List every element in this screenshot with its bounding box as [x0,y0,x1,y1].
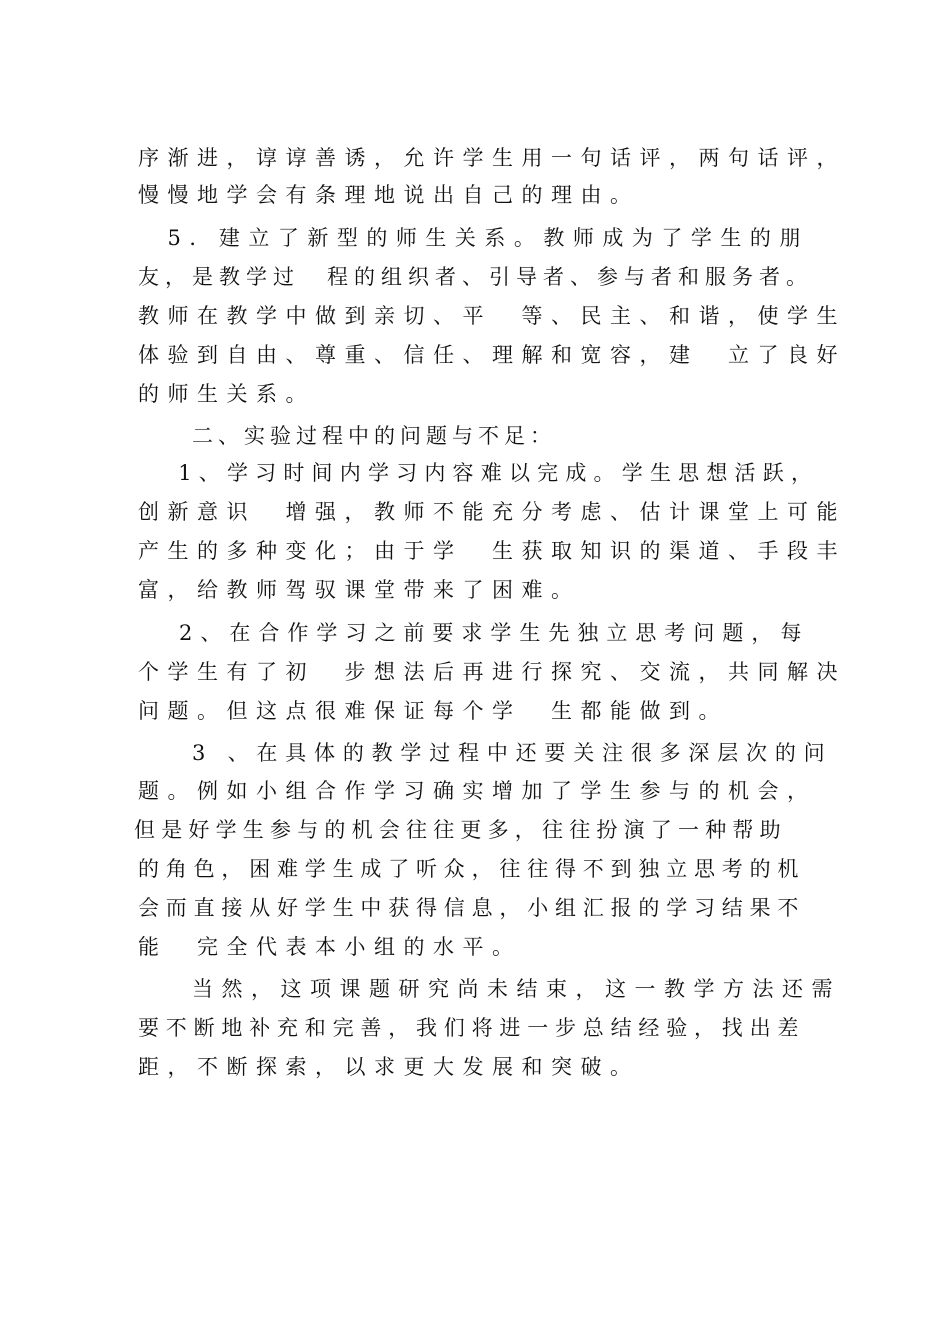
paragraph-line: 2、在合作学习之前要求学生先独立思考问题，每 [150,621,810,645]
paragraph-line: 的师生关系。 [138,382,315,406]
paragraph-line: 能 完全代表本小组的水平。 [138,935,522,959]
paragraph-line: 1、学习时间内学习内容难以完成。学生思想活跃， [150,461,820,485]
section-heading: 二、实验过程中的问题与不足： [192,424,556,448]
paragraph-line: 问题。但这点很难保证每个学 生都能做到。 [138,699,728,723]
paragraph-line: 当然，这项课题研究尚未结束，这一教学方法还需 [192,977,841,1001]
paragraph-line: 会而直接从好学生中获得信息，小组汇报的学习结果不 [138,896,806,920]
paragraph-line: 友，是教学过 程的组织者、引导者、参与者和服务者。 [138,265,813,289]
paragraph-line: 3 、在具体的教学过程中还要关注很多深层次的问 [192,741,833,765]
paragraph-line: 创新意识 增强，教师不能充分考虑、估计课堂上可能 [138,500,846,524]
paragraph-line: 5．建立了新型的师生关系。教师成为了学生的朋 [138,226,809,250]
paragraph-line: 富，给教师驾驭课堂带来了困难。 [138,578,581,602]
paragraph-line: 体验到自由、尊重、信任、理解和宽容，建 立了良好 [138,343,846,367]
paragraph-line: 要不断地补充和完善，我们将进一步总结经验，找出差 [138,1016,806,1040]
paragraph-line: 但是好学生参与的机会往往更多，往往扮演了一种帮助 [134,818,787,842]
paragraph-line: 距，不断探索，以求更大发展和突破。 [138,1055,640,1079]
paragraph-line: 个学生有了初 步想法后再进行探究、交流，共同解决 [138,660,846,684]
paragraph-line: 序渐进，谆谆善诱，允许学生用一句话评，两句话评， [138,146,846,170]
paragraph-line: 产生的多种变化；由于学 生获取知识的渠道、手段丰 [138,539,846,563]
paragraph-line: 题。例如小组合作学习确实增加了学生参与的机会， [138,779,817,803]
paragraph-line: 慢慢地学会有条理地说出自己的理由。 [138,183,640,207]
paragraph-line: 教师在教学中做到亲切、平 等、民主、和谐，使学生 [138,304,846,328]
paragraph-line: 的角色，困难学生成了听众，往往得不到独立思考的机 [138,857,806,881]
